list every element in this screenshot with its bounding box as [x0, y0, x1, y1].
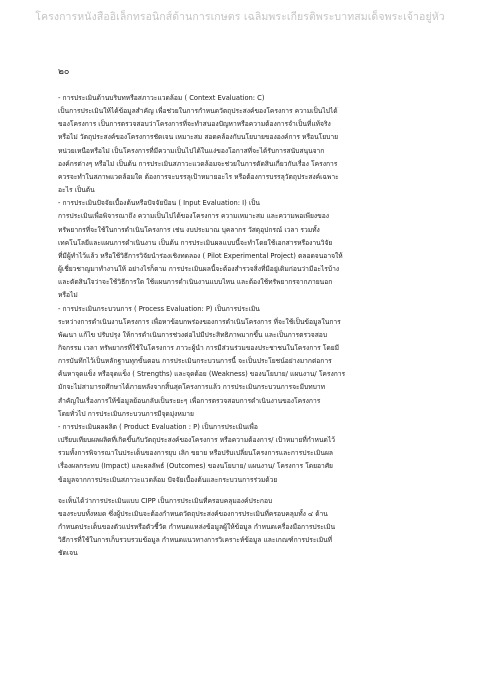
text-line: เทคโนโลยีและแผนการดำเนินงาน เป็นต้น การประเมินผลแบบนี้จะทำโดยใช้เอกสารหรืองานวิจัย	[58, 238, 333, 247]
text-line: ทรัพยากรที่จะใช้ในการดำเนินโครงการ เช่น งบประมาณ บุคลากร วัสดุอุปกรณ์ เวลา รวมทั้ง	[58, 225, 320, 234]
text-line: กำหนดประเด็นของตัวแปรหรือตัวชี้วัด กำหนดแหล่งข้อมูลผู้ให้ข้อมูล กำหนดเครื่องมือการประเมิน	[58, 523, 336, 531]
paragraph-product-evaluation	[58, 421, 430, 487]
text-line: และตัดสินใจว่าจะใช้วิธีการใด ใช้แผนการดำเนินงานแบบไหน และต้องใช้ทรัพยากรจากภายนอก	[58, 278, 333, 287]
text-line: หรือไม่	[58, 291, 78, 300]
text-line: รวมทั้งการพิจารณาในประเด็นของการยุบ เลิก ขยาย หรือปรับเปลี่ยนโครงการและการประเมินผล	[58, 449, 333, 458]
text-line: เป็นการประเมินให้ได้ข้อมูลสำคัญ เพื่อช่วยในการกำหนดวัตถุประสงค์ของโครงการ ความเป็นไปได้	[58, 107, 338, 116]
text-line: พัฒนา แก้ไข ปรับปรุง ให้การดำเนินการช่วงต่อไปมีประสิทธิภาพมากขึ้น และเป็นการตรวจสอบ	[58, 330, 328, 339]
text-line: ที่มีผู้ทำไว้แล้ว หรือใช้วิธีการวิจัยนำร่องเชิงทดลอง ( Pilot Experimental Project) ตลอดจนอาจให้	[58, 251, 343, 260]
text-line: เปรียบเทียบผลผลิตที่เกิดขึ้นกับวัตถุประสงค์ของโครงการ หรือความต้องการ/ เป้าหมายที่กำหนดไว้	[58, 436, 335, 445]
text-line: ค้นหาจุดแข็ง หรือจุดแข็ง ( Strengths) และจุดด้อย (Weakness) ของนโยบาย/ แผนงาน/ โครงการ	[58, 370, 346, 379]
text-line: - การประเมินผลผลิต ( Product Evaluation : P) เป็นการประเมินเพื่อ	[58, 422, 258, 431]
paragraph-process-evaluation	[58, 303, 430, 421]
text-line: หรือไม่ วัตถุประสงค์ของโครงการชัดเจน เหมาะสม สอดคล้องกับนโยบายขององค์การ หรือนโยบาย	[58, 133, 339, 142]
text-line: โดยทั่วไป การประเมินกระบวนการมีจุดมุ่งหมาย	[58, 409, 194, 418]
text-line: ควรจะทำในสภาพแวดล้อมใด ต้องการจะบรรลุเป้าหมายอะไร หรือต้องการบรรลุวัตถุประสงค์เฉพาะ	[58, 172, 339, 181]
page-number: ๒๐	[58, 67, 70, 77]
text-line: ผู้เชี่ยวชาญมาทำงานให้ อย่างไรก็ตาม การประเมินผลนี้จะต้องสำรวจสิ่งที่มีอยู่เดิมก่อนว่ามีอะไรบ้าง	[58, 265, 340, 274]
text-line: การประเมินเพื่อพิจารณาถึง ความเป็นไปได้ของโครงการ ความเหมาะสม และความพอเพียงของ	[58, 212, 329, 221]
text-line: ข้อมูลจากการประเมินสภาวะแวดล้อม ปัจจัยเบื้องต้นและกระบวนการร่วมด้วย	[58, 475, 278, 484]
paragraph-context-evaluation	[58, 92, 430, 197]
text-line: กิจกรรม เวลา ทรัพยากรที่ใช้ในโครงการ ภาวะผู้นำ การมีส่วนร่วมของประชาชนในโครงการ โดยมี	[58, 343, 340, 352]
text-line: มักจะไม่สามารถศึกษาได้ภายหลังจากสิ้นสุดโครงการแล้ว การประเมินกระบวนการจะมีบทบาท	[58, 383, 326, 392]
text-line: - การประเมินกระบวนการ ( Process Evaluation: P) เป็นการประเมิน	[58, 304, 260, 313]
running-header: โครงการหนังสืออิเล็กทรอนิกส์ด้านการเกษตร เฉลิมพระเกียรติพระบาทสมเด็จพระเจ้าอยู่หัว	[35, 11, 445, 23]
text-line: ของโครงการ เป็นการตรวจสอบว่าโครงการที่จะทำสนองปัญหาหรือความต้องการจำเป็นที่แท้จริง	[58, 120, 331, 129]
text-line: ระหว่างการดำเนินงานโครงการ เพื่อหาข้อบกพร่องของการดำเนินโครงการ ที่จะใช้เป็นข้อมูลในการ	[58, 317, 341, 326]
text-line: จะเห็นได้ว่าการประเมินแบบ CIPP เป็นการประเมินที่ครอบคลุมองค์ประกอบ	[58, 496, 273, 505]
text-line: - การประเมินด้านบริบทหรือสภาวะแวดล้อม ( Context Evaluation: C)	[58, 94, 265, 102]
text-line: ชัดเจน	[58, 549, 78, 558]
text-line: องค์กรต่างๆ หรือไม่ เป็นต้น การประเมินสภาวะแวดล้อมจะช่วยในการตัดสินเกี่ยวกับเรื่อง โครงการ	[58, 159, 338, 168]
paragraph-input-evaluation	[58, 197, 430, 302]
text-line: วิธีการที่ใช้ในการเก็บรวบรวมข้อมูล กำหนดแนวทางการวิเคราะห์ข้อมูล และเกณฑ์การประเมินที่	[58, 536, 333, 545]
text-line: สำคัญในเรื่องการให้ข้อมูลย้อนกลับเป็นระยะๆ เพื่อการตรวจสอบการดำเนินงานของโครงการ	[58, 396, 321, 405]
text-line: - การประเมินปัจจัยเบื้องต้นหรือปัจจัยป้อน ( Input Evaluation: I) เป็น	[58, 199, 260, 208]
paragraph-cipp-summary	[58, 495, 430, 561]
text-line: ของระบบทั้งหมด ซึ่งผู้ประเมินจะต้องกำหนดวัตถุประสงค์ของการประเมินที่ครอบคลุมทั้ง ๔ ด้าน	[58, 509, 328, 518]
text-line: อะไร เป็นต้น	[58, 186, 95, 195]
text-line: การบันทึกไว้เป็นหลักฐานทุกขั้นตอน การประเมินกระบวนการนี้ จะเป็นประโยชน์อย่างมากต่อการ	[58, 357, 332, 366]
document-body	[58, 92, 430, 560]
text-line: เรื่องผลกระทบ (Impact) และผลลัพธ์ (Outcomes) ของนโยบาย/ แผนงาน/ โครงการ โดยอาศัย	[58, 462, 333, 471]
text-line: หน่วยเหนือหรือไม่ เป็นโครงการที่มีความเป็นไปได้ในแง่ของโอกาสที่จะได้รับการสนับสนุนจาก	[58, 146, 325, 155]
